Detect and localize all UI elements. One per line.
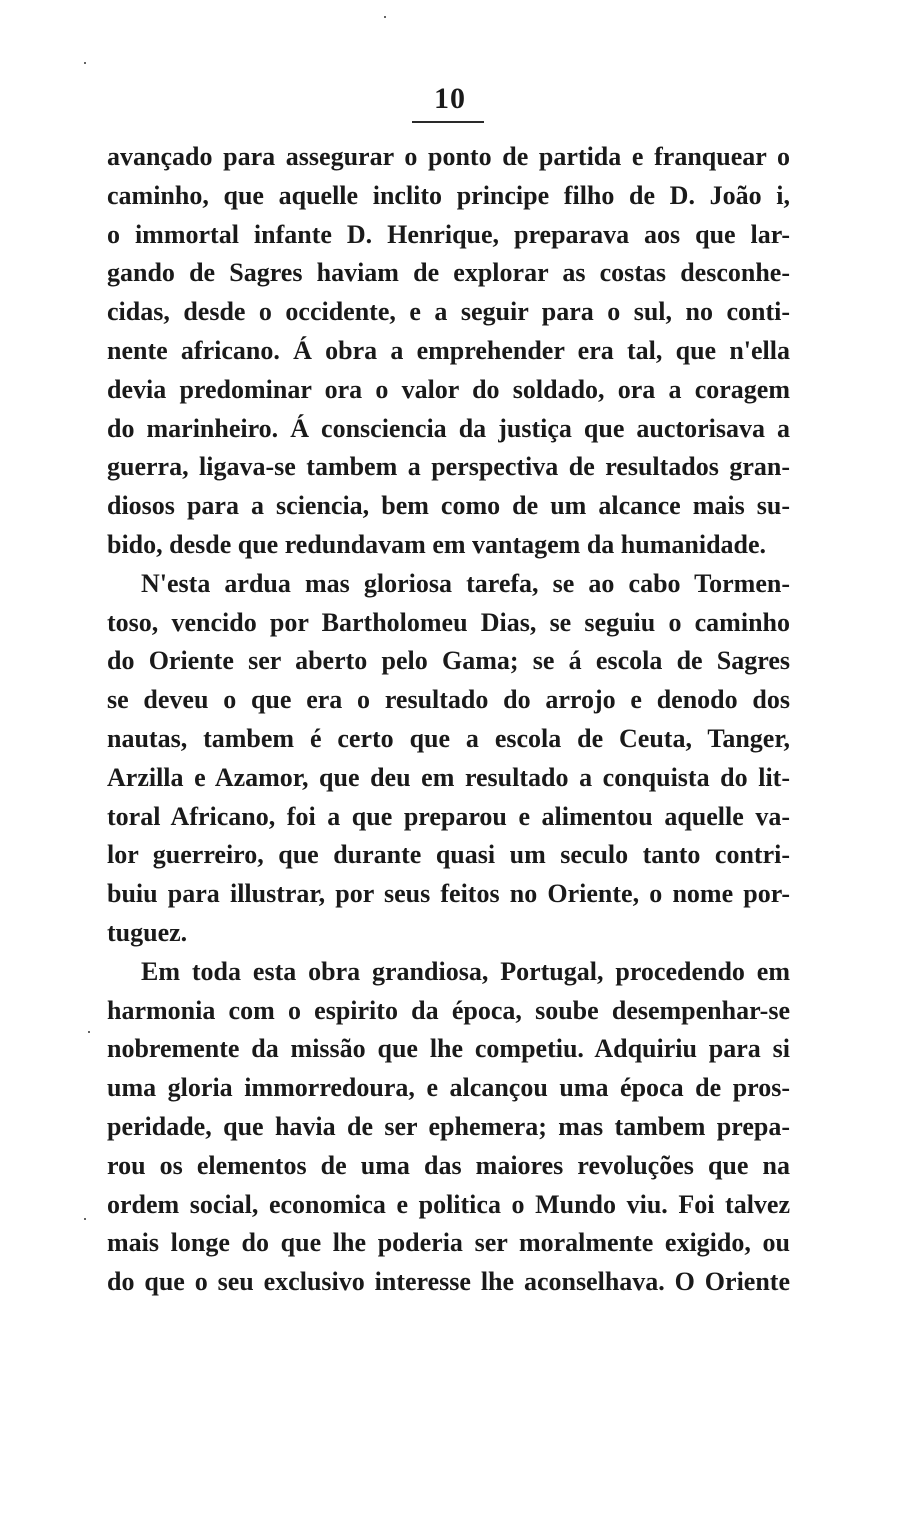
text-line-content: avançado para assegurar o ponto de partida e franquear o [107, 142, 790, 171]
text-line-content: bido, desde que redundavam em vantagem da humanidade. [107, 529, 767, 559]
text-line [107, 875, 790, 914]
text-line-content: N'esta ardua mas gloriosa tarefa, se ao cabo Tormen- [141, 568, 790, 598]
text-line [107, 836, 790, 875]
scan-speck [84, 1218, 86, 1220]
text-line-content: uma gloria immorredoura, e alcançou uma época de pros- [107, 1073, 790, 1103]
text-line-content: do que o seu exclusivo interesse lhe aconselhava. O Oriente [107, 1267, 790, 1297]
text-line-content: do marinheiro. Á consciencia da justiça que auctorisava a [107, 413, 790, 443]
text-line-content: toso, vencido por Bartholomeu Dias, se seguiu o caminho [107, 607, 790, 637]
text-line [107, 371, 790, 410]
text-line [107, 332, 790, 371]
text-line [107, 1224, 790, 1263]
text-line-content: mais longe do que lhe poderia ser moralmente exigido, ou [107, 1228, 790, 1258]
text-line [107, 720, 790, 759]
text-line [107, 1030, 790, 1069]
body-text [107, 138, 790, 1302]
text-line [107, 254, 790, 293]
text-line-content: gando de Sagres haviam de explorar as costas desconhe- [107, 258, 790, 288]
text-line-content: lor guerreiro, que durante quasi um seculo tanto contri- [107, 840, 790, 870]
page-number-rule [412, 121, 484, 123]
text-line-content: rou os elementos de uma das maiores revoluções que na [107, 1150, 790, 1180]
text-line-content: buiu para illustrar, por seus feitos no Oriente, o nome por- [107, 879, 790, 909]
text-line-content: nobremente da missão que lhe competiu. Adquiriu para si [107, 1034, 790, 1064]
scan-speck [384, 16, 386, 18]
text-line-content: tuguez. [107, 917, 188, 947]
text-line-content: o immortal infante D. Henrique, preparava aos que lar- [107, 219, 790, 249]
text-line-content: do Oriente ser aberto pelo Gama; se á escola de Sagres [107, 646, 790, 676]
text-line-content: caminho, que aquelle inclito principe filho de D. João i, [107, 180, 790, 210]
text-line [107, 1147, 790, 1186]
text-line [107, 953, 790, 992]
text-line [107, 914, 790, 953]
text-line [107, 798, 790, 837]
text-line [107, 1069, 790, 1108]
text-line [107, 177, 790, 216]
text-line [107, 1186, 790, 1225]
text-line [107, 216, 790, 255]
text-line [107, 1263, 790, 1302]
text-line [107, 604, 790, 643]
text-line-content: se deveu o que era o resultado do arrojo e denodo dos [107, 685, 790, 715]
text-line [107, 642, 790, 681]
text-line-content: nautas, tambem é certo que a escola de Ceuta, Tanger, [107, 723, 790, 753]
text-line-content: peridade, que havia de ser ephemera; mas tambem prepa- [107, 1111, 790, 1141]
text-line [107, 681, 790, 720]
text-line [107, 293, 790, 332]
text-line-content: Em toda esta obra grandiosa, Portugal, procedendo em [141, 956, 790, 986]
text-line-content: harmonia com o espirito da época, soube desempenhar-se [107, 995, 790, 1025]
scan-speck [84, 62, 86, 64]
text-line [107, 759, 790, 798]
scan-speck [88, 1031, 90, 1033]
text-line-content: toral Africano, foi a que preparou e alimentou aquelle va- [107, 801, 790, 831]
text-line-content: nente africano. Á obra a emprehender era tal, que n'ella [107, 335, 790, 365]
text-line [107, 138, 790, 177]
text-line [107, 487, 790, 526]
text-line [107, 448, 790, 487]
text-line-content: guerra, ligava-se tambem a perspectiva de resultados gran- [107, 452, 790, 482]
text-line [107, 992, 790, 1031]
text-line-content: diosos para a sciencia, bem como de um alcance mais su- [107, 491, 790, 521]
page-number: 10 [434, 82, 466, 115]
text-line-content: ordem social, economica e politica o Mundo viu. Foi talvez [107, 1189, 790, 1219]
text-line [107, 1108, 790, 1147]
text-line [107, 565, 790, 604]
text-line-content: cidas, desde o occidente, e a seguir para o sul, no conti- [107, 297, 790, 327]
text-line [107, 410, 790, 449]
text-line-content: devia predominar ora o valor do soldado, ora a coragem [107, 374, 790, 404]
text-line [107, 526, 790, 565]
text-line-content: Arzilla e Azamor, que deu em resultado a conquista do lit- [107, 762, 790, 792]
